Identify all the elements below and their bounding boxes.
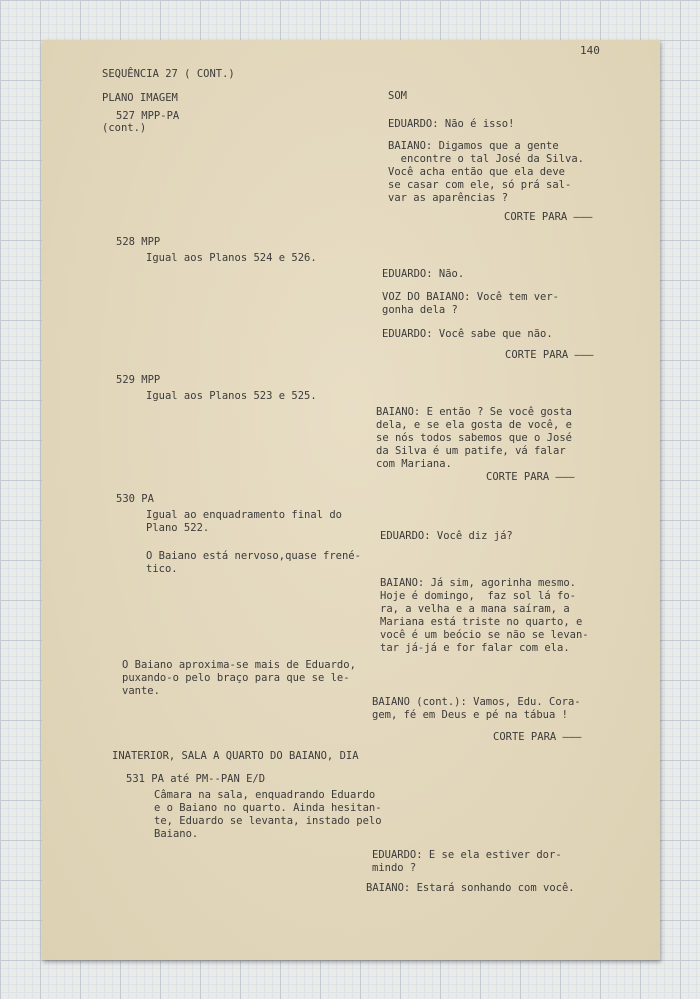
- column-header-sound: SOM: [388, 90, 407, 102]
- shot-530-image-3: O Baiano aproxima-se mais de Eduardo, puxando-o pelo braço para que se le- vante.: [122, 659, 356, 697]
- shot-528-dialogue-eduardo-2: EDUARDO: Você sabe que não.: [382, 328, 553, 340]
- page-number: 140: [580, 44, 600, 57]
- shot-531-dialogue-baiano: BAIANO: Estará sonhando com você.: [366, 882, 575, 894]
- shot-528-dialogue-eduardo: EDUARDO: Não.: [382, 268, 465, 280]
- shot-530-image-2: O Baiano está nervoso,quase frené- tico.: [146, 550, 361, 575]
- shot-531-number: 531 PA até PM--PAN E/D: [126, 773, 266, 785]
- shot-531-image: Câmara na sala, enquadrando Eduardo e o Baiano no quarto. Ainda hesitan- te, Eduardo se levanta, instado pelo Baiano.: [154, 789, 382, 840]
- shot-531-dialogue-eduardo: EDUARDO: E se ela estiver dor- mindo ?: [372, 849, 562, 874]
- shot-528-image: Igual aos Planos 524 e 526.: [146, 252, 317, 264]
- shot-529-dialogue-baiano: BAIANO: E então ? Se você gosta dela, e se ela gosta de você, e se nós todos sabemos que o José da Silva é um patife, vá falar com Mariana.: [376, 406, 572, 470]
- script-page: [42, 40, 660, 960]
- shot-530-dialogue-baiano-cont: BAIANO (cont.): Vamos, Edu. Cora- gem, fé em Deus e pé na tábua !: [372, 696, 581, 721]
- shot-527-dialogue-baiano: BAIANO: Digamos que a gente encontre o tal José da Silva. Você acha então que ela deve se casar com ele, só prá sal- var as aparências ?: [388, 140, 584, 204]
- shot-530-dialogue-eduardo: EDUARDO: Você diz já?: [380, 530, 513, 542]
- shot-527-dialogue-eduardo: EDUARDO: Não é isso!: [388, 118, 515, 130]
- column-header-image: PLANO IMAGEM: [102, 92, 178, 104]
- scene-heading: INATERIOR, SALA A QUARTO DO BAIANO, DIA: [112, 750, 359, 762]
- shot-530-image-1: Igual ao enquadramento final do Plano 522.: [146, 509, 342, 534]
- shot-527-cont: (cont.): [102, 122, 147, 134]
- shot-529-transition: CORTE PARA ———: [486, 471, 575, 483]
- sequence-heading: SEQUÊNCIA 27 ( CONT.): [102, 68, 235, 80]
- shot-527-number: 527 MPP-PA: [116, 110, 180, 122]
- shot-528-number: 528 MPP: [116, 236, 161, 248]
- shot-529-image: Igual aos Planos 523 e 525.: [146, 390, 317, 402]
- shot-528-transition: CORTE PARA ———: [505, 349, 594, 361]
- shot-527-transition: CORTE PARA ———: [504, 211, 593, 223]
- shot-528-dialogue-voz-baiano: VOZ DO BAIANO: Você tem ver- gonha dela ?: [382, 291, 560, 316]
- shot-530-transition: CORTE PARA ———: [493, 731, 582, 743]
- shot-530-dialogue-baiano: BAIANO: Já sim, agorinha mesmo. Hoje é domingo, faz sol lá fo- ra, a velha e a mana saíram, a Mariana está triste no quarto, e você é um beócio se não se levan- tar já-já e for falar com ela.: [380, 577, 589, 654]
- shot-530-number: 530 PA: [116, 493, 154, 505]
- shot-529-number: 529 MPP: [116, 374, 161, 386]
